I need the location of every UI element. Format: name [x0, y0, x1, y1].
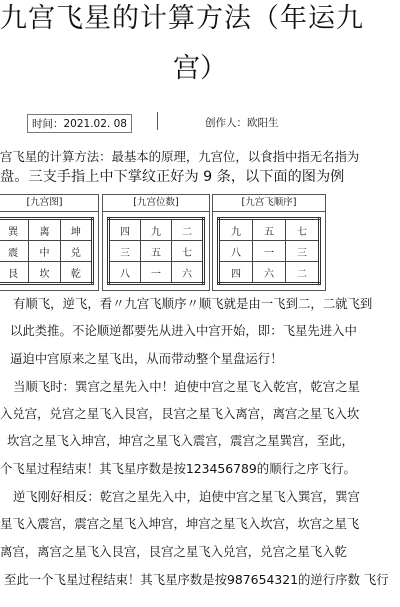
grid-table — [107, 217, 205, 285]
grid-cell: 中 — [29, 241, 60, 262]
grid-cell: 巽 — [0, 219, 29, 241]
intro-line-2: 盘。三支手指上中下掌纹正好为 9 条，以下面的图为例 — [0, 169, 345, 185]
grid-cell: 八 — [219, 241, 253, 262]
grid-nine-palace — [0, 194, 99, 291]
grid-flying-order — [212, 194, 326, 291]
grid-cell: 九 — [219, 219, 253, 241]
paragraph-line: 有顺飞，逆飞，看〃九宫飞顺序〃顺飞就是由一飞到二，二就飞到 — [13, 296, 373, 311]
paragraph-line: 离宫，离宫之星飞入艮宫，艮宫之星飞入兑宫，兑宫之星飞入乾 — [0, 544, 347, 559]
paragraph-line: 当顺飞时：巽宫之星先入中！迫使中宫之星飞入乾宫，乾宫之星 — [13, 379, 360, 394]
meta-divider — [157, 112, 158, 130]
grid-cell: 九 — [141, 219, 172, 241]
document-meta — [0, 112, 400, 134]
grid-cell: 坤 — [60, 219, 92, 241]
document-title: 九宫飞星的计算方法（年运九 — [0, 3, 364, 34]
grid-cell: 一 — [253, 241, 286, 262]
paragraph-line: 个飞星过程结束！其飞星序数是按123456789的顺行之序飞行。 — [0, 461, 356, 476]
grid-cell: 一 — [141, 262, 172, 284]
grid-cell: 离 — [29, 219, 60, 241]
paragraph-line: 以此类推。不论顺逆都要先从进入中宫开始，即：飞星先进入中 — [10, 323, 357, 338]
grid-cell: 六 — [172, 262, 204, 284]
grid-cell: 艮 — [0, 262, 29, 284]
paragraph-line: 逆飞刚好相反：乾宫之星先入中，迫使中宫之星飞入巽宫，巽宫 — [13, 489, 360, 504]
grid-cell: 坎 — [29, 262, 60, 284]
paragraph-line: 坎宫之星飞入坤宫，坤宫之星飞入震宫，震宫之星巽宫，至此， — [7, 433, 354, 448]
grid-cell: 六 — [253, 262, 286, 284]
grid-table — [217, 217, 321, 285]
author-label: 创作人：欧阳生 — [205, 117, 279, 129]
paragraph-line: 逼迫中宫原来之星飞出，从而带动整个星盘运行！ — [10, 351, 283, 366]
grid-cell: 四 — [109, 219, 141, 241]
paragraph-line: 星飞入震宫，震宫之星飞入坤宫，坤宫之星飞入坎宫，坎宫之星飞 — [0, 516, 360, 531]
grid-cell: 七 — [172, 241, 204, 262]
grid-cell: 七 — [286, 219, 320, 241]
grid-cell: 二 — [286, 262, 320, 284]
grid-cell: 二 — [172, 219, 204, 241]
grid-cell: 乾 — [60, 262, 92, 284]
grid-cell: 五 — [253, 219, 286, 241]
grid-palace-numbers — [102, 194, 210, 291]
grid-title: [九宫飞顺序] — [213, 195, 325, 212]
intro-line-1: 宫飞星的计算方法：最基本的原理，九宫位，以食指中指无名指为 — [0, 149, 360, 164]
grid-cell: 三 — [286, 241, 320, 262]
grid-cell: 四 — [219, 262, 253, 284]
grid-title: [九宫图] — [0, 195, 98, 212]
grid-cell: 兑 — [60, 241, 92, 262]
grid-cell: 八 — [109, 262, 141, 284]
document-title-continued: 宫） — [173, 53, 227, 84]
paragraph-line: 入兑宫，兑宫之星飞入艮宫，艮宫之星飞入离宫，离宫之星飞入坎 — [0, 406, 360, 421]
paragraph-line: 至此一个飞星过程结束！其飞星序数是按987654321的逆行序数 飞行 — [4, 572, 389, 587]
grid-cell: 三 — [109, 241, 141, 262]
grid-table — [0, 217, 94, 285]
grid-cell: 五 — [141, 241, 172, 262]
grid-cell: 震 — [0, 241, 29, 262]
grid-title: [九宫位数] — [103, 195, 209, 212]
date-label: 时间：2021.02. 08 — [27, 114, 132, 133]
